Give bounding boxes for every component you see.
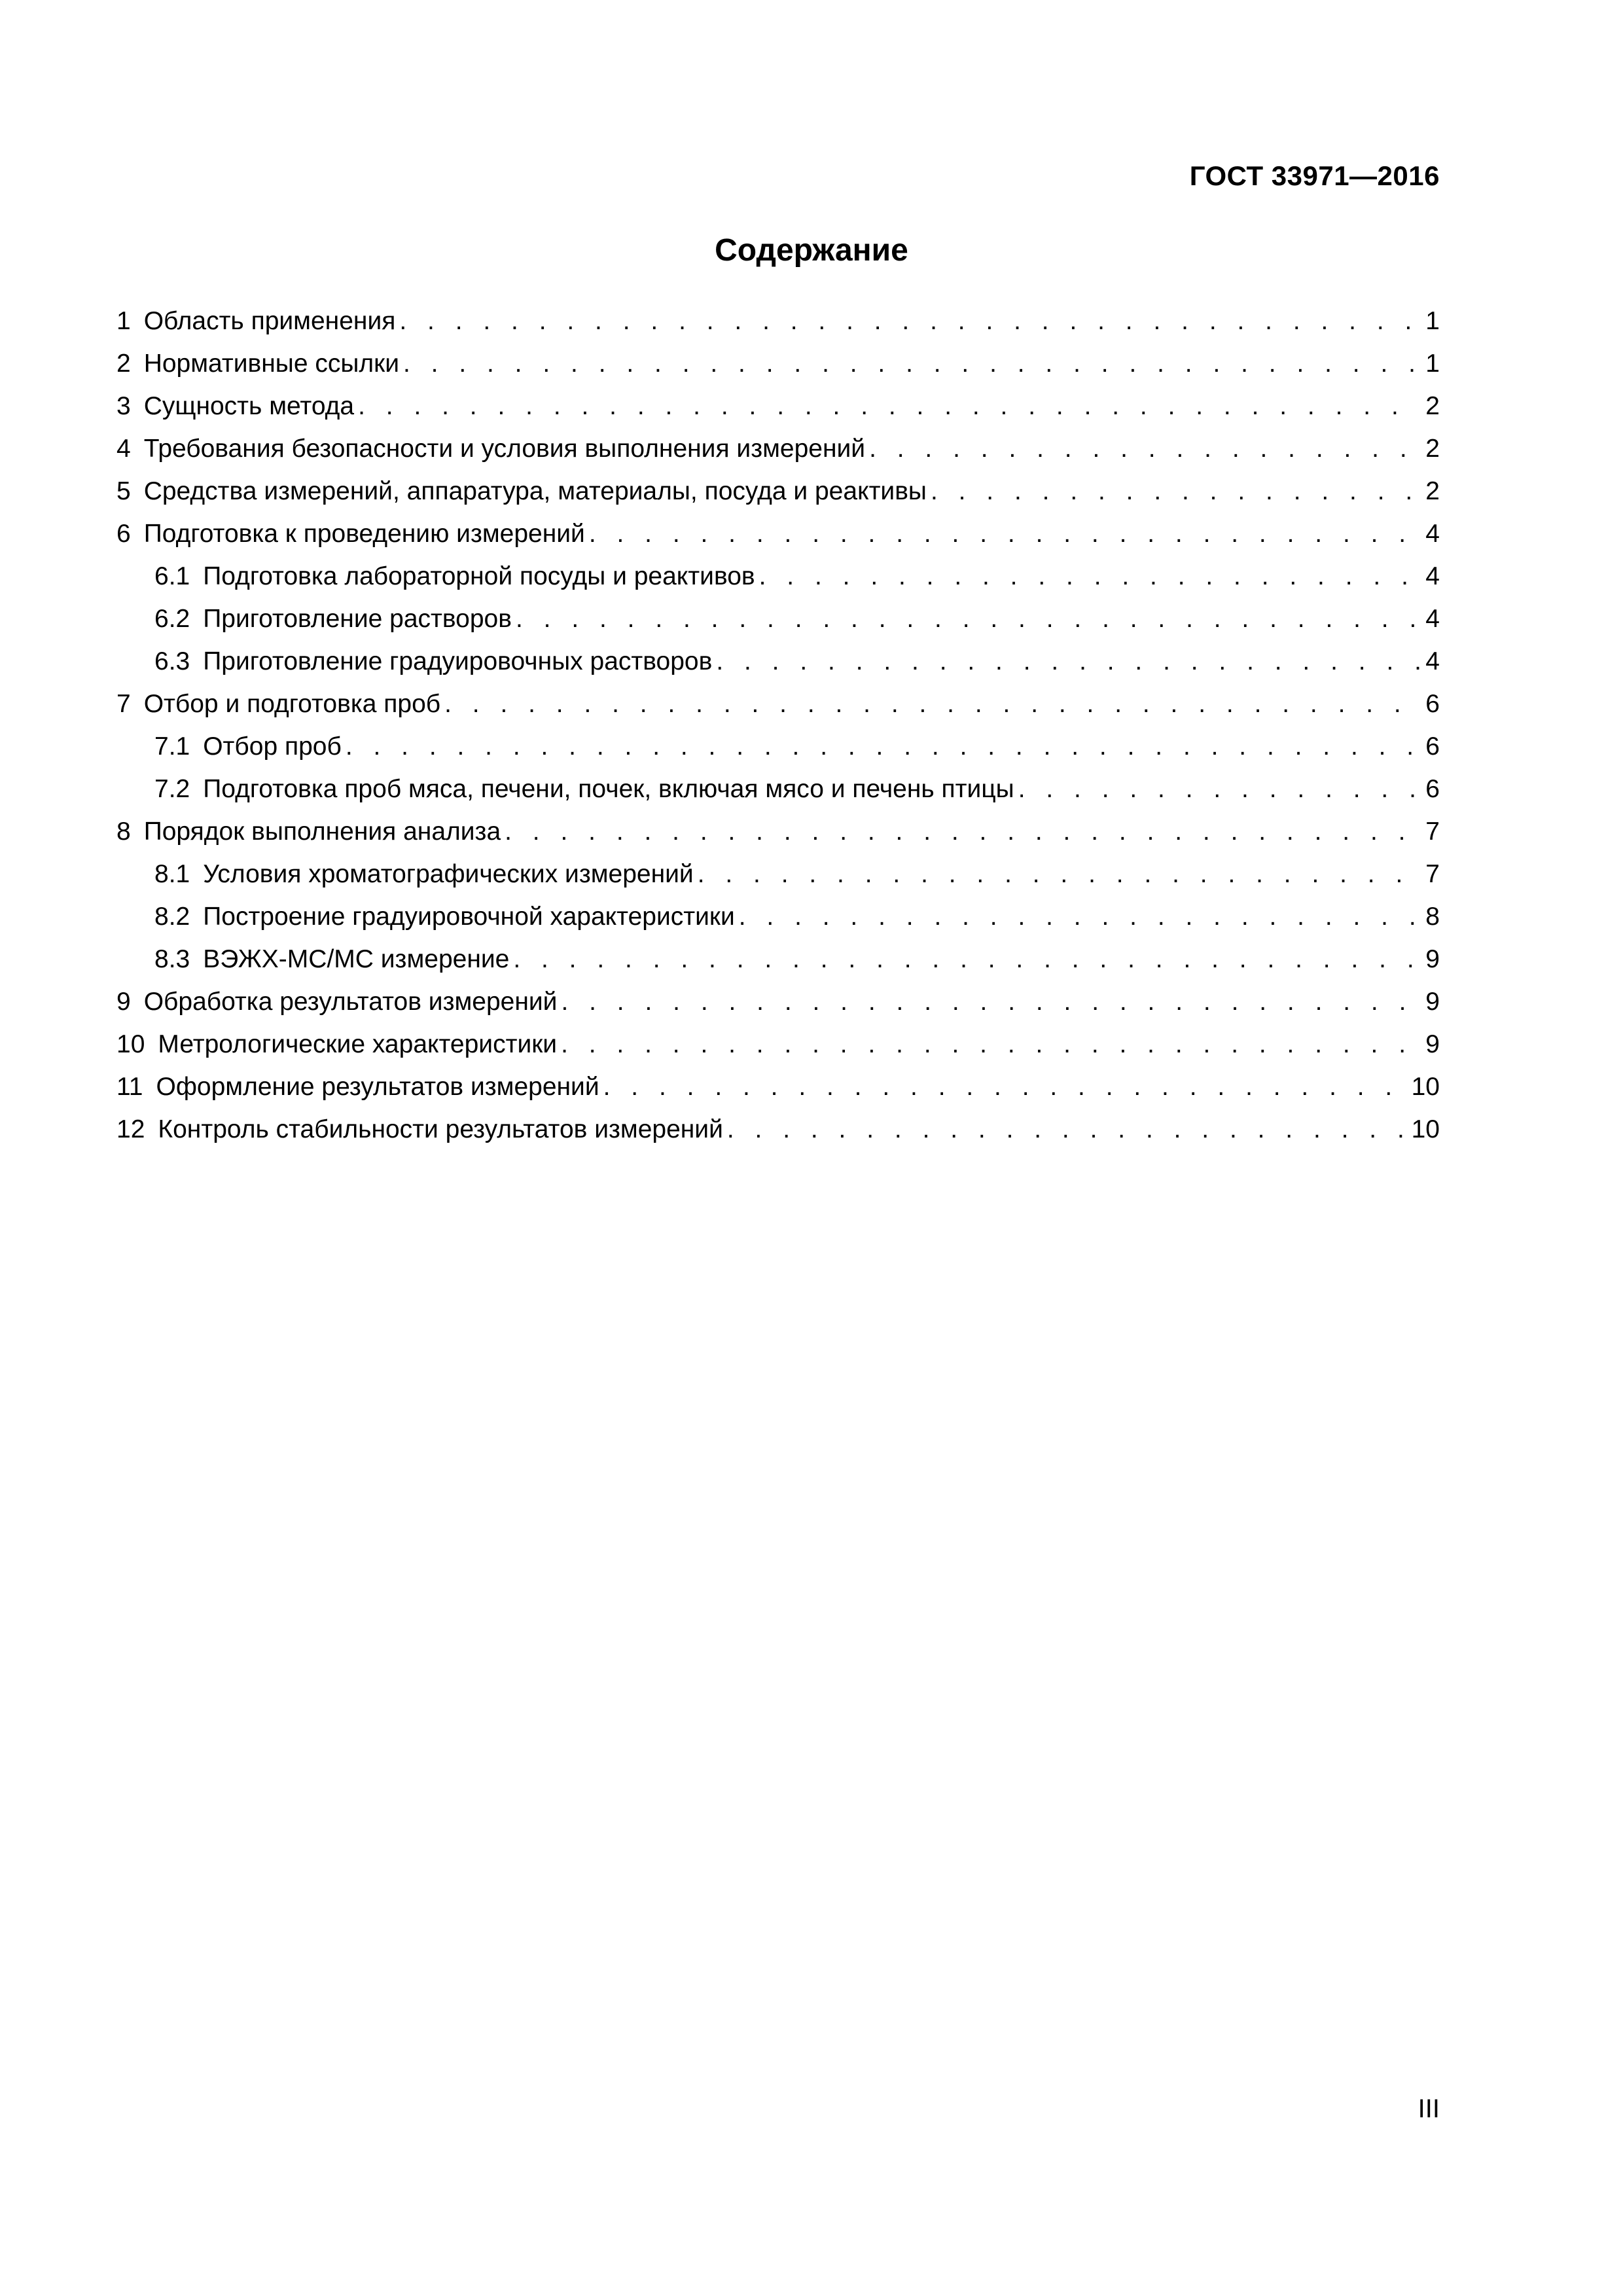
toc-entry-number: 1 bbox=[116, 307, 131, 335]
toc-entry-title: Подготовка лабораторной посуды и реактивов bbox=[203, 562, 755, 590]
toc-entry-title: Область применения bbox=[143, 307, 396, 335]
toc-entry-title: Обработка результатов измерений bbox=[143, 988, 558, 1016]
toc-entry-number: 6.2 bbox=[154, 605, 190, 633]
toc-entry-page: 2 bbox=[1425, 435, 1440, 463]
toc-entry-title: Приготовление растворов bbox=[203, 605, 512, 633]
toc-entry-page: 10 bbox=[1411, 1073, 1440, 1101]
toc-entry-number: 8.2 bbox=[154, 903, 190, 931]
toc-entry-page: 2 bbox=[1425, 477, 1440, 505]
toc-entry-number: 6 bbox=[116, 520, 131, 548]
toc-dot-leader bbox=[698, 853, 1422, 895]
toc-dot-leader bbox=[739, 895, 1422, 938]
toc-entry[interactable] bbox=[116, 683, 1440, 725]
toc-entry-page: 9 bbox=[1425, 1030, 1440, 1058]
toc-entry-page: 4 bbox=[1425, 520, 1440, 548]
toc-entry-number: 8.1 bbox=[154, 860, 190, 888]
toc-dot-leader bbox=[931, 470, 1421, 512]
toc-entry-title: Условия хроматографических измерений bbox=[203, 860, 694, 888]
toc-dot-leader bbox=[589, 512, 1421, 555]
toc-entry-title: Нормативные ссылки bbox=[143, 350, 399, 378]
toc-entry-page: 6 bbox=[1425, 690, 1440, 718]
toc-entry-title: Порядок выполнения анализа bbox=[143, 817, 501, 846]
toc-dot-leader bbox=[505, 810, 1421, 853]
toc-subentry[interactable] bbox=[116, 555, 1440, 598]
toc-dot-leader bbox=[727, 1108, 1408, 1151]
toc-entry-page: 7 bbox=[1425, 817, 1440, 846]
toc-entry-number: 8.3 bbox=[154, 945, 190, 973]
toc-entry-page: 4 bbox=[1425, 605, 1440, 633]
toc-entry-page: 6 bbox=[1425, 775, 1440, 803]
toc-dot-leader bbox=[759, 555, 1422, 598]
toc-entry-number: 2 bbox=[116, 350, 131, 378]
toc-title: Содержание bbox=[715, 233, 908, 268]
toc-dot-leader bbox=[716, 640, 1421, 683]
toc-entry-title: Требования безопасности и условия выполнения измерений bbox=[143, 435, 866, 463]
toc-entry-page: 6 bbox=[1425, 732, 1440, 761]
toc-entry[interactable] bbox=[116, 300, 1440, 342]
toc-subentry[interactable] bbox=[116, 853, 1440, 895]
toc-dot-leader bbox=[358, 385, 1421, 427]
toc-entry[interactable] bbox=[116, 1108, 1440, 1151]
toc-entry[interactable] bbox=[116, 980, 1440, 1023]
toc-entry-title: Метрологические характеристики bbox=[158, 1030, 558, 1058]
toc-subentry[interactable] bbox=[116, 640, 1440, 683]
toc-entry-title: ВЭЖХ-МС/МС измерение bbox=[203, 945, 510, 973]
toc-dot-leader bbox=[399, 300, 1421, 342]
toc-dot-leader bbox=[869, 427, 1421, 470]
toc-entry[interactable] bbox=[116, 427, 1440, 470]
toc-entry-number: 5 bbox=[116, 477, 131, 505]
toc-entry[interactable] bbox=[116, 512, 1440, 555]
toc-subentry[interactable] bbox=[116, 725, 1440, 768]
toc-dot-leader bbox=[603, 1066, 1408, 1108]
toc-entry[interactable] bbox=[116, 1066, 1440, 1108]
document-code: ГОСТ 33971—2016 bbox=[1189, 160, 1440, 191]
toc-entry-number: 3 bbox=[116, 392, 131, 420]
toc-entry-title: Отбор проб bbox=[203, 732, 342, 761]
toc-entry-number: 7 bbox=[116, 690, 131, 718]
toc-subentry[interactable] bbox=[116, 895, 1440, 938]
toc-entry-title: Оформление результатов измерений bbox=[156, 1073, 599, 1101]
toc-entry-number: 11 bbox=[116, 1073, 143, 1101]
toc-entry-title: Подготовка к проведению измерений bbox=[143, 520, 585, 548]
page-number: III bbox=[1418, 2094, 1440, 2123]
toc-dot-leader bbox=[516, 598, 1421, 640]
toc-entry-number: 6.3 bbox=[154, 647, 190, 675]
toc-entry-page: 7 bbox=[1425, 860, 1440, 888]
toc-dot-leader bbox=[346, 725, 1421, 768]
toc-entry-title: Построение градуировочной характеристики bbox=[203, 903, 735, 931]
toc-subentry[interactable] bbox=[116, 938, 1440, 980]
toc-entry-number: 9 bbox=[116, 988, 131, 1016]
table-of-contents bbox=[116, 300, 1440, 1151]
toc-entry-title: Подготовка проб мяса, печени, почек, включая мясо и печень птицы bbox=[203, 775, 1014, 803]
toc-entry-title: Контроль стабильности результатов измерений bbox=[158, 1115, 723, 1143]
toc-entry-page: 9 bbox=[1425, 988, 1440, 1016]
toc-dot-leader bbox=[444, 683, 1421, 725]
toc-entry-title: Средства измерений, аппаратура, материалы, посуда и реактивы bbox=[143, 477, 927, 505]
toc-entry-number: 4 bbox=[116, 435, 131, 463]
toc-entry-number: 7.1 bbox=[154, 732, 190, 761]
toc-entry-page: 4 bbox=[1425, 562, 1440, 590]
toc-entry-number: 6.1 bbox=[154, 562, 190, 590]
toc-dot-leader bbox=[561, 1023, 1421, 1066]
toc-dot-leader bbox=[1018, 768, 1422, 810]
toc-entry-number: 10 bbox=[116, 1030, 145, 1058]
toc-entry-page: 4 bbox=[1425, 647, 1440, 675]
toc-entry-page: 1 bbox=[1425, 350, 1440, 378]
toc-dot-leader bbox=[561, 980, 1421, 1023]
toc-subentry[interactable] bbox=[116, 768, 1440, 810]
toc-entry-title: Отбор и подготовка проб bbox=[143, 690, 441, 718]
toc-entry[interactable] bbox=[116, 470, 1440, 512]
toc-entry-number: 8 bbox=[116, 817, 131, 846]
toc-dot-leader bbox=[403, 342, 1421, 385]
toc-entry-page: 1 bbox=[1425, 307, 1440, 335]
toc-entry-number: 7.2 bbox=[154, 775, 190, 803]
toc-entry[interactable] bbox=[116, 810, 1440, 853]
toc-subentry[interactable] bbox=[116, 598, 1440, 640]
toc-entry-page: 9 bbox=[1425, 945, 1440, 973]
toc-entry-title: Сущность метода bbox=[143, 392, 355, 420]
toc-entry-page: 10 bbox=[1411, 1115, 1440, 1143]
toc-entry-page: 2 bbox=[1425, 392, 1440, 420]
toc-entry[interactable] bbox=[116, 342, 1440, 385]
toc-entry-number: 12 bbox=[116, 1115, 145, 1143]
toc-entry[interactable] bbox=[116, 1023, 1440, 1066]
toc-entry-title: Приготовление градуировочных растворов bbox=[203, 647, 713, 675]
toc-entry-page: 8 bbox=[1425, 903, 1440, 931]
toc-dot-leader bbox=[513, 938, 1421, 980]
toc-entry[interactable] bbox=[116, 385, 1440, 427]
